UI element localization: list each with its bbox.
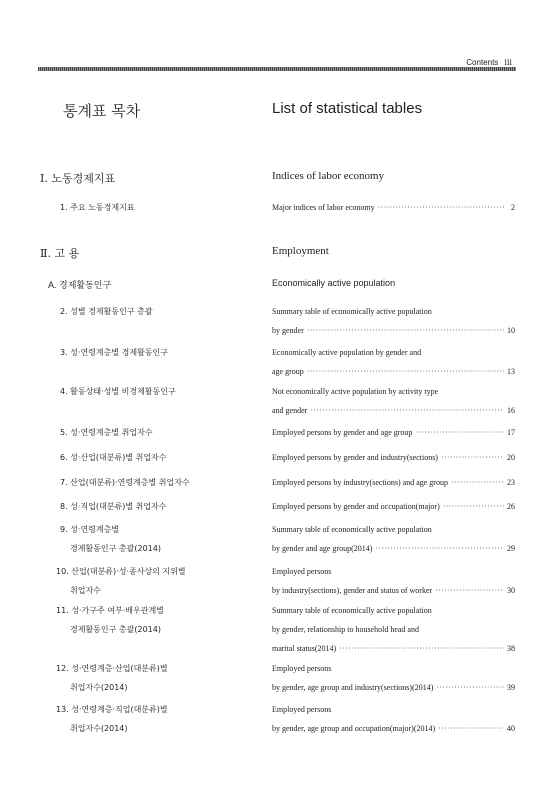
entry-page-number: 13 (507, 367, 515, 376)
header-section: Contents (466, 58, 499, 67)
entry-page-number: 30 (507, 586, 515, 595)
entry-english: Summary table of economically active population by gender ····· 10 (272, 302, 515, 340)
entry-page-number: 20 (507, 453, 515, 462)
entry-english: Employed persons by gender, age group and industry(sections)(2014) ····· 39 (272, 659, 515, 697)
entry-english: Summary table of economically active population by gender, relationship to household head and marital status(2014) ····· 38 (272, 601, 515, 658)
entry-english: Not economically active population by activity type and gender ····· 16 (272, 382, 515, 420)
entry-english: Economically active population by gender and age group ····· 13 (272, 343, 515, 381)
subsection-heading-korean: A. 경제활동인구 (48, 280, 112, 290)
entry-english: Employed persons by gender and industry(sections) ····· 20 (272, 448, 515, 467)
entry-korean: 5. 성·연령계층별 취업자수 (60, 428, 153, 437)
entry-korean: 12. 성·연령계층·산업(대분류)별 취업자수(2014) (56, 664, 168, 692)
entry-page-number: 23 (507, 478, 515, 487)
entry-english: Major indices of labor economy ····· 2 (272, 198, 515, 217)
entry-page-number: 17 (507, 428, 515, 437)
entry-page-number: 10 (507, 326, 515, 335)
subsection-heading-english: Economically active population (272, 278, 396, 288)
section-heading-english: Employment (272, 245, 329, 257)
header-page-number: iii (504, 58, 512, 67)
running-header (466, 58, 512, 67)
entry-korean: 11. 성·가구주 여부·배우관계별 경제활동인구 총괄(2014) (56, 606, 164, 634)
section-heading-english: Indices of labor economy (272, 170, 385, 182)
entry-english: Employed persons by industry(sections), gender and status of worker ····· 30 (272, 562, 515, 600)
entry-english: Summary table of economically active population by gender and age group(2014) ····· 29 (272, 520, 515, 558)
section-heading-korean: Ⅱ. 고 용 (40, 247, 80, 260)
entry-korean: 2. 성별 경제활동인구 총괄 (60, 307, 153, 316)
entry-korean: 9. 성·연령계층별 경제활동인구 총괄(2014) (60, 525, 161, 553)
entry-page-number: 40 (507, 724, 515, 733)
title-english: List of statistical tables (272, 100, 423, 117)
section-heading-korean: Ⅰ. 노동경제지표 (40, 172, 116, 185)
entry-page-number: 29 (507, 544, 515, 553)
entry-korean: 13. 성·연령계층·직업(대분류)별 취업자수(2014) (56, 705, 168, 733)
entry-korean: 6. 성·산업(대분류)별 취업자수 (60, 453, 167, 462)
entry-english: Employed persons by gender and occupation(major) ····· 26 (272, 497, 515, 516)
entry-korean: 7. 산업(대분류)·연령계층별 취업자수 (60, 478, 190, 487)
entry-korean: 3. 성·연령계층별 경제활동인구 (60, 348, 168, 357)
entry-english: Employed persons by gender and age group ····· 17 (272, 423, 515, 442)
entry-page-number: 2 (511, 203, 515, 212)
entry-korean: 4. 활동상태·성별 비경제활동인구 (60, 387, 176, 396)
entry-korean: 8. 성·직업(대분류)별 취업자수 (60, 502, 167, 511)
entry-english: Employed persons by gender, age group and occupation(major)(2014) ····· 40 (272, 700, 515, 738)
entry-english: Employed persons by industry(sections) and age group ····· 23 (272, 473, 515, 492)
header-rule (38, 67, 516, 71)
entry-page-number: 26 (507, 502, 515, 511)
entry-page-number: 38 (507, 644, 515, 653)
title-korean: 통계표 목차 (63, 102, 141, 120)
entry-page-number: 39 (507, 683, 515, 692)
entry-page-number: 16 (507, 406, 515, 415)
entry-korean: 10. 산업(대분류)·성·종사상의 지위별 취업자수 (56, 567, 186, 595)
entry-korean: 1. 주요 노동경제지표 (60, 203, 135, 212)
